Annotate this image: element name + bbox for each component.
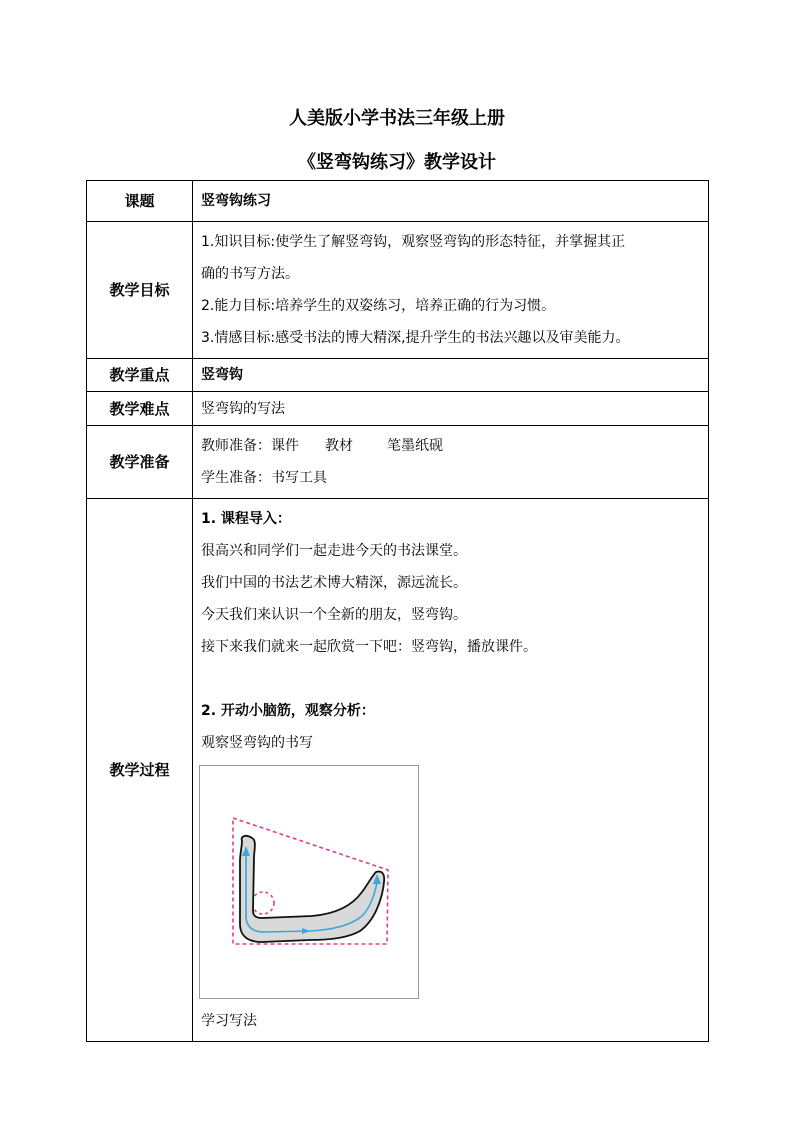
label-process: 教学过程	[87, 499, 193, 1042]
label-preparation: 教学准备	[87, 426, 193, 499]
value-topic: 竖弯钩练习	[193, 181, 709, 222]
table-row-objectives	[87, 222, 709, 359]
section-2-line-2: 学习写法	[201, 1013, 257, 1029]
section-1-line-2: 我们中国的书法艺术博大精深，源远流长。	[201, 575, 467, 591]
teacher-preparation	[201, 430, 700, 462]
section-1-line-4: 接下来我们就来一起欣赏一下吧：竖弯钩，播放课件。	[201, 639, 537, 655]
stroke-illustration	[199, 765, 419, 999]
guide-circle	[252, 892, 274, 914]
table-row-preparation	[87, 426, 709, 499]
document-subtitle: 《竖弯钩练习》教学设计	[298, 152, 496, 173]
table-row-key-point	[87, 359, 709, 392]
label-key-point: 教学重点	[87, 359, 193, 392]
section-1-line-1: 很高兴和同学们一起走进今天的书法课堂。	[201, 543, 467, 559]
label-topic: 课题	[87, 181, 193, 222]
table-row-difficulty	[87, 392, 709, 426]
label-objectives: 教学目标	[87, 222, 193, 359]
objective-line-4: 3.情感目标:感受书法的博大精深,提升学生的书法兴趣以及审美能力。	[201, 330, 630, 346]
value-objectives	[193, 222, 709, 359]
table-row-topic	[87, 181, 709, 222]
table-row-process	[87, 499, 709, 1042]
section-1-title: 1. 课程导入：	[201, 511, 291, 527]
teacher-prep-item-2: 教材	[325, 438, 353, 454]
stroke-shape	[240, 836, 384, 942]
label-difficulty: 教学难点	[87, 392, 193, 426]
value-preparation	[193, 426, 709, 499]
objective-line-2: 确的书写方法。	[201, 266, 299, 282]
value-process	[193, 499, 709, 1042]
section-1-line-3: 今天我们来认识一个全新的朋友，竖弯钩。	[201, 607, 467, 623]
vertical-bend-hook-stroke-diagram	[200, 766, 418, 998]
value-difficulty: 竖弯钩的写法	[193, 392, 709, 426]
value-key-point: 竖弯钩	[193, 359, 709, 392]
section-2-title: 2. 开动小脑筋，观察分析：	[201, 703, 375, 719]
document-title: 人美版小学书法三年级上册	[289, 108, 505, 129]
lesson-plan-table	[86, 180, 709, 1042]
section-2-line-1: 观察竖弯钩的书写	[201, 735, 313, 751]
objective-line-3: 2.能力目标:培养学生的双姿练习，培养正确的行为习惯。	[201, 298, 556, 314]
teacher-prep-prefix: 教师准备：课件	[201, 438, 299, 454]
student-preparation: 学生准备：书写工具	[201, 470, 327, 486]
teacher-prep-item-3: 笔墨纸砚	[387, 438, 443, 454]
objective-line-1: 1.知识目标:使学生了解竖弯钩，观察竖弯钩的形态特征，并掌握其正	[201, 234, 626, 250]
